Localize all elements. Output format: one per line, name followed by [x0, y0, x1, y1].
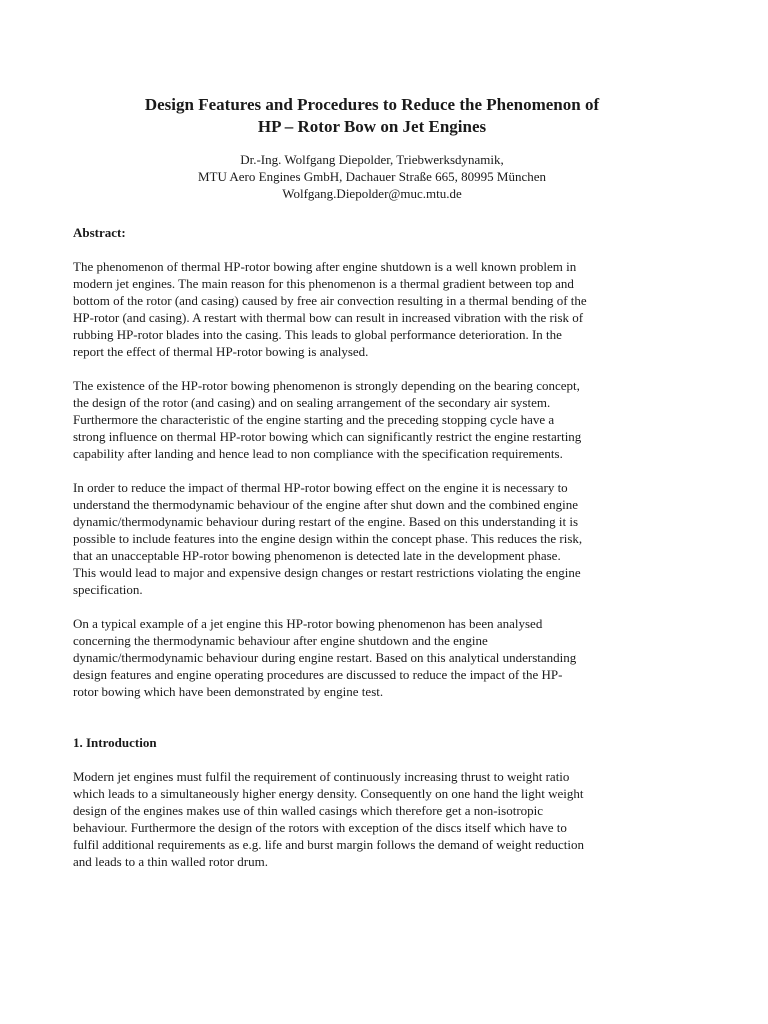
text-line: dynamic/thermodynamic behaviour during engine restart. Based on this analytical understanding — [73, 650, 577, 665]
text-line: concerning the thermodynamic behaviour after engine shutdown and the engine — [73, 633, 488, 648]
text-line: possible to include features into the engine design within the concept phase. This reduces the risk, — [73, 531, 583, 546]
title-line-2: HP – Rotor Bow on Jet Engines — [257, 117, 487, 136]
text-line: design of the engines makes use of thin walled casings which therefore get a non-isotropic — [73, 803, 544, 818]
text-line: On a typical example of a jet engine this HP-rotor bowing phenomenon has been analysed — [73, 616, 543, 631]
text-line: modern jet engines. The main reason for this phenomenon is a thermal gradient between top and — [73, 276, 574, 291]
text-line: behaviour. Furthermore the design of the rotors with exception of the discs itself which have to — [73, 820, 567, 835]
text-line: capability after landing and hence lead to non compliance with the specification requirements. — [73, 446, 563, 461]
introduction-heading: 1. Introduction — [73, 735, 157, 750]
author-email: Wolfgang.Diepolder@muc.mtu.de — [282, 186, 462, 201]
text-line: The existence of the HP-rotor bowing phenomenon is strongly depending on the bearing concept, — [73, 378, 580, 393]
text-line: rubbing HP-rotor blades into the casing. This leads to global performance deterioration. In the — [73, 327, 562, 342]
text-line: design features and engine operating procedures are discussed to reduce the impact of the HP- — [73, 667, 563, 682]
text-line: fulfil additional requirements as e.g. life and burst margin follows the demand of weight reduction — [73, 837, 584, 852]
text-line: the design of the rotor (and casing) and on sealing arrangement of the secondary air system. — [73, 395, 551, 410]
text-line: This would lead to major and expensive design changes or restart restrictions violating the engine — [73, 565, 581, 580]
text-line: understand the thermodynamic behaviour of the engine after shut down and the combined engine — [73, 497, 579, 512]
abstract-paragraph-3 — [73, 479, 693, 598]
text-line: dynamic/thermodynamic behaviour during restart of the engine. Based on this understanding it is — [73, 514, 579, 529]
title-line-1: Design Features and Procedures to Reduce the Phenomenon of — [144, 95, 600, 114]
text-line: In order to reduce the impact of thermal HP-rotor bowing effect on the engine it is necessary to — [73, 480, 568, 495]
abstract-paragraph-4 — [73, 615, 693, 700]
text-line: Modern jet engines must fulfil the requirement of continuously increasing thrust to weight ratio — [73, 769, 570, 784]
abstract-paragraph-1 — [73, 258, 693, 360]
text-line: which leads to a simultaneously higher energy density. Consequently on one hand the light weight — [73, 786, 584, 801]
paper-title — [60, 94, 684, 138]
author-affiliation: MTU Aero Engines GmbH, Dachauer Straße 665, 80995 München — [197, 169, 547, 184]
text-line: and leads to a thin walled rotor drum. — [73, 854, 268, 869]
text-line: bottom of the rotor (and casing) caused by free air convection resulting in a thermal bending of the — [73, 293, 587, 308]
author-name: Dr.-Ing. Wolfgang Diepolder, Triebwerksdynamik, — [240, 152, 504, 167]
text-line: Furthermore the characteristic of the engine starting and the preceding stopping cycle have a — [73, 412, 555, 427]
text-line: that an unacceptable HP-rotor bowing phenomenon is detected late in the development phase. — [73, 548, 561, 563]
author-block — [60, 151, 684, 202]
abstract-heading: Abstract: — [73, 225, 126, 240]
text-line: report the effect of thermal HP-rotor bowing is analysed. — [73, 344, 369, 359]
introduction-paragraph-1 — [73, 768, 693, 870]
text-line: rotor bowing which have been demonstrated by engine test. — [73, 684, 384, 699]
text-line: specification. — [73, 582, 143, 597]
text-line: HP-rotor (and casing). A restart with thermal bow can result in increased vibration with the risk of — [73, 310, 584, 325]
abstract-paragraph-2 — [73, 377, 693, 462]
text-line: strong influence on thermal HP-rotor bowing which can significantly restrict the engine restarting — [73, 429, 582, 444]
text-line: The phenomenon of thermal HP-rotor bowing after engine shutdown is a well known problem in — [73, 259, 577, 274]
